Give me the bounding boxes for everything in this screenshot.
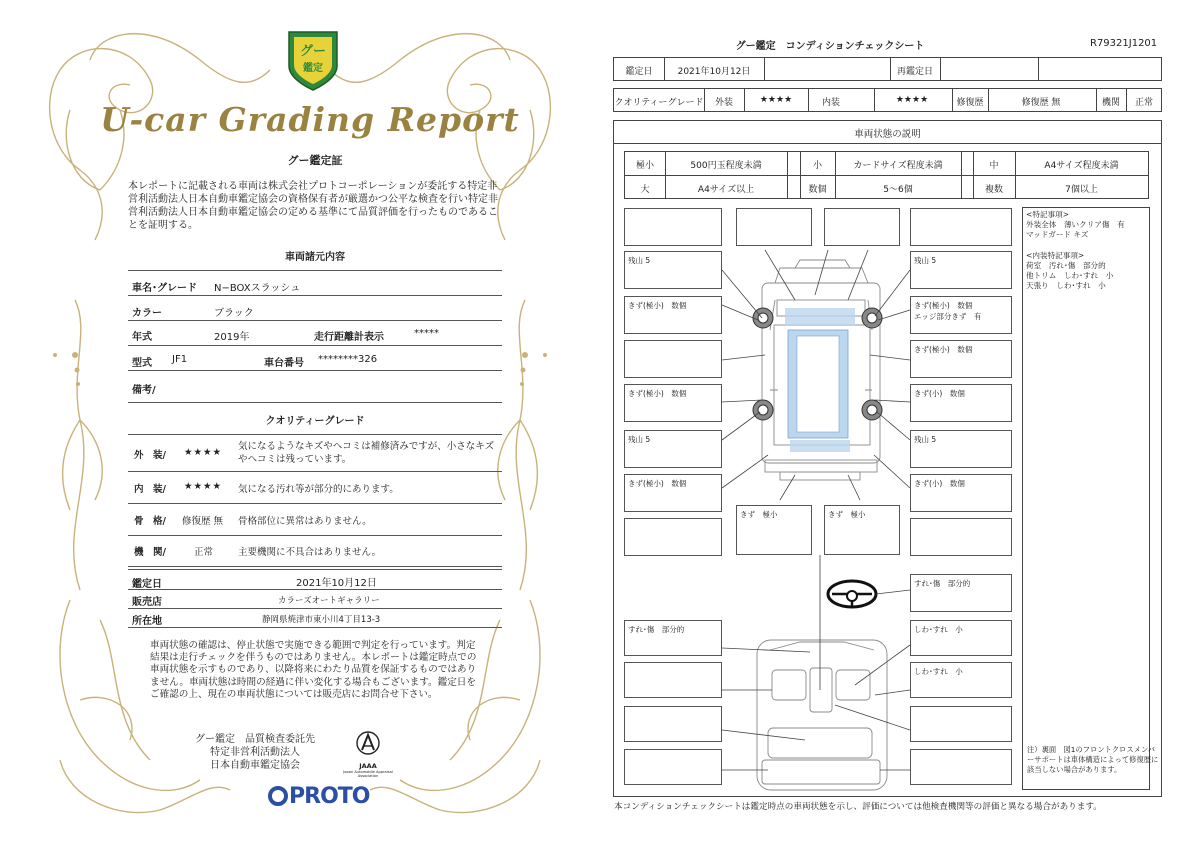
jaaa-mark-icon [353, 730, 383, 758]
ann-text: 残山 5 [914, 256, 937, 265]
ann-text: きず(極小) 数個 [628, 479, 687, 488]
jaaa-text: JAAA [359, 762, 377, 770]
chassis-label: 車台番号 [264, 358, 304, 369]
legend-heading: 車両状態の説明 [854, 129, 921, 140]
legend-small-label: 小 [812, 161, 822, 171]
ann-box-l-int-4 [624, 749, 722, 785]
appraisal-row-address [128, 609, 502, 628]
emblem-text-bottom: 鑑定 [303, 63, 323, 74]
ann-text: きず(極小) 数個 [628, 389, 687, 398]
emblem-text-top: グー [299, 44, 327, 59]
ann-box-r-interior-2 [910, 662, 1012, 698]
ann-box-top-1 [736, 208, 812, 246]
exterior-label: 外 装/ [134, 450, 166, 461]
quality-grade-heading: クオリティーグレード [265, 416, 365, 427]
grade-row-exterior [128, 434, 502, 472]
address-label: 所在地 [132, 616, 162, 627]
quality-label: クオリティーグレード [614, 98, 704, 108]
special-line-3: マッドガード キズ [1026, 230, 1089, 240]
exterior-label: 外装 [714, 98, 733, 108]
legend-medium-value: A4サイズ程度未満 [1044, 161, 1119, 171]
steering-wheel-icon [828, 581, 876, 607]
ann-box-l-int-2 [624, 662, 722, 698]
disclaimer-notes: 車両状態の確認は、停止状態で実施できる範囲で判定を行っています。判定結果は走行チェックを伴うものではありません。本レポートは鑑定時点での車両状態を示すものであり、以降将来にわたり品質を保証するものではありません。車両状態は時間の経過に伴い変化する場合もございます。鑑定日をご確認の上、現在の車両状態については販売店にお問合せ下さい。 [150, 640, 477, 700]
ann-text: すれ･傷 部分的 [914, 579, 971, 588]
ann-text: 残山 5 [914, 435, 937, 444]
appraisal-date-label: 鑑定日 [132, 579, 162, 590]
ann-text: きず(極小) 数個 [628, 301, 687, 310]
ann-box-r-rear-fender [910, 474, 1012, 512]
exterior-stars: ★★★★ [184, 447, 223, 458]
ann-box-rear-bumper-l [736, 505, 812, 555]
ann-box-rear-bumper-r [824, 505, 900, 555]
ann-box-r-interior-1 [910, 620, 1012, 656]
spec-row-color [128, 296, 502, 321]
ann-box-l-interior [624, 620, 722, 656]
remarks-label: 備考/ [132, 385, 156, 396]
jaaa-sub: Japan Automobile Appraisal Association [343, 770, 393, 778]
ann-box-l-int-3 [624, 706, 722, 742]
ann-text: きず(小) 数個 [914, 479, 965, 488]
spec-row-remarks [128, 371, 502, 403]
name-value: N−BOXスラッシュ [214, 283, 301, 294]
chassis-value: ********326 [318, 354, 378, 365]
ann-text: きず(極小) 数個 [914, 345, 973, 354]
interior-text: 気になる汚れ等が部分的にあります。 [238, 484, 399, 495]
ann-box-r-rear-door [910, 384, 1012, 422]
interior-label: 内 装/ [134, 484, 166, 495]
goo-kantei-emblem [285, 28, 341, 94]
ann-text: 残山 5 [628, 256, 651, 265]
ann-box-top-2 [824, 208, 900, 246]
ann-box-r-tread-rear [910, 430, 1012, 468]
grade-row-engine [128, 536, 502, 567]
grade-row-interior [128, 472, 502, 504]
engine-value: 正常 [194, 547, 214, 558]
ann-box-l-front-fender [624, 296, 722, 334]
spec-row-year [128, 321, 502, 346]
repair-value: 修復歴 無 [1021, 98, 1061, 108]
special-line-1: <特記事項> [1026, 210, 1070, 219]
ann-text: きず 極小 [740, 510, 778, 519]
spec-row-model [128, 346, 502, 371]
reappraisal-date-label: 再鑑定日 [896, 67, 933, 77]
spec-heading: 車両諸元内容 [285, 252, 345, 263]
ann-text: きず(小) 数個 [914, 389, 965, 398]
interior-stars: ★★★★ [895, 95, 929, 105]
legend-large-value: A4サイズ以上 [697, 185, 755, 195]
proto-logo [268, 784, 369, 809]
frame-value: 修復歴 無 [182, 516, 224, 527]
ann-text: すれ･傷 部分的 [628, 625, 685, 634]
interior-stars: ★★★★ [184, 481, 223, 492]
ann-box-r-tread-front [910, 251, 1012, 289]
exterior-text: 気になるようなキズやヘコミは補修済みですが、小さなキズやヘコミは残っています。 [238, 441, 495, 465]
year-value: 2019年 [214, 332, 250, 343]
legend-tiny-label: 極小 [635, 161, 654, 171]
odometer-label: 走行距離計表示 [314, 332, 384, 343]
ann-box-r-front-door [910, 340, 1012, 378]
legend-several-label: 数個 [808, 185, 827, 195]
condition-check-sheet [600, 0, 1200, 848]
certificate-body: 本レポートに記載される車両は株式会社プロトコーポレーションが委託する特定非営利活動法人日本自動車鑑定協会の資格保有者が厳選かつ公平な検査を行い特定非営利活動法人日本自動車鑑定協会の定める基準にて品質評価を行ったものであることを証明する。 [128, 181, 498, 231]
ann-box-r8 [910, 518, 1012, 556]
org-line-3: 日本自動車鑑定協会 [210, 760, 300, 771]
ann-box-l-tread-rear [624, 430, 722, 468]
appraisal-date-label: 鑑定日 [625, 67, 653, 77]
engine-text: 主要機関に不具合はありません。 [238, 547, 382, 558]
legend-medium-label: 中 [989, 161, 999, 171]
name-label: 車名･グレード [132, 283, 197, 294]
special-line-5: <内装特記事項> [1026, 250, 1085, 260]
special-line-8: 天張り しわ･すれ 小 [1026, 281, 1106, 291]
script-title: U-car Grading Report [100, 100, 520, 139]
dealer-label: 販売店 [132, 597, 162, 608]
special-line-6: 荷室 汚れ･傷 部分的 [1026, 260, 1106, 270]
color-label: カラー [132, 308, 162, 319]
proto-logo-text: PROTO [289, 784, 370, 809]
jaaa-logo [338, 730, 398, 778]
address-value: 静岡県焼津市東小川4丁目13-3 [262, 615, 381, 625]
repair-label: 修復歴 [956, 98, 984, 108]
ann-text: きず 極小 [828, 510, 866, 519]
sheet-code: R79321J1201 [1090, 38, 1158, 49]
org-line-2: 特定非営利活動法人 [210, 747, 300, 758]
odometer-value: ***** [414, 328, 439, 339]
legend-small-value: カードサイズ程度未満 [853, 161, 943, 171]
ann-box-r-int-3 [910, 706, 1012, 742]
engine-label: 機 関/ [134, 547, 166, 558]
ann-text: エッジ部分きず 有 [914, 312, 982, 321]
grade-row-frame [128, 504, 502, 536]
model-value: JF1 [172, 354, 188, 365]
dealer-value: カラーズオートギャラリー [278, 596, 380, 606]
color-value: ブラック [214, 308, 254, 319]
model-label: 型式 [132, 358, 152, 369]
ann-box-l-rear-door [624, 384, 722, 422]
interior-label: 内装 [821, 98, 840, 108]
exterior-stars: ★★★★ [759, 95, 793, 105]
ann-text: しわ･すれ 小 [914, 625, 963, 634]
legend-tiny-value: 500円玉程度未満 [690, 161, 762, 171]
appraisal-date-value: 2021年10月12日 [677, 67, 751, 77]
ann-box-r-int-4 [910, 749, 1012, 785]
engine-label: 機関 [1101, 98, 1120, 108]
legend-many-label: 複数 [984, 185, 1003, 195]
legend-many-value: 7個以上 [1065, 185, 1098, 195]
sheet-footer: 本コンディションチェックシートは鑑定時点の車両状態を示し、評価については他検査機関等の評価と異なる場合があります。 [614, 802, 1102, 812]
engine-value: 正常 [1134, 98, 1153, 108]
appraisal-date-value: 2021年10月12日 [296, 578, 377, 589]
spec-row-name [128, 270, 502, 296]
certificate-title: グー鑑定証 [287, 154, 343, 167]
ann-text: きず(極小) 数個 [914, 301, 973, 310]
ann-text: 残山 5 [628, 435, 651, 444]
ann-box-l8 [624, 518, 722, 556]
ann-box-l1 [624, 208, 722, 246]
ann-box-r1 [910, 208, 1012, 246]
ann-box-l-rear-fender [624, 474, 722, 512]
ann-box-steering [910, 574, 1012, 612]
organization-block [180, 733, 330, 772]
proto-mark-icon [268, 786, 288, 806]
appraisal-row-date [128, 569, 502, 590]
sheet-title: グー鑑定 コンディションチェックシート [735, 41, 925, 52]
special-line-2: 外装全体 薄いクリア傷 有 [1026, 220, 1125, 230]
appraisal-row-dealer [128, 590, 502, 609]
legend-several-value: 5〜6個 [883, 185, 913, 195]
ann-box-l-tread-front [624, 251, 722, 289]
ann-box-l-front-door [624, 340, 722, 378]
ann-box-r-front-fender [910, 296, 1012, 334]
org-line-1: グー鑑定 品質検査委託先 [195, 734, 315, 745]
frame-text: 骨格部位に異常はありません。 [238, 516, 372, 527]
year-label: 年式 [132, 332, 152, 343]
legend-large-label: 大 [640, 185, 650, 195]
frame-label: 骨 格/ [134, 516, 166, 527]
ann-text: しわ･すれ 小 [914, 667, 963, 676]
special-line-7: 他トリム しわ･すれ 小 [1026, 271, 1114, 281]
footer-note: 注）裏面 図1のフロントクロスメンバーサポートは車体構造によって修復歴に該当しない場合があります。 [1027, 745, 1159, 775]
